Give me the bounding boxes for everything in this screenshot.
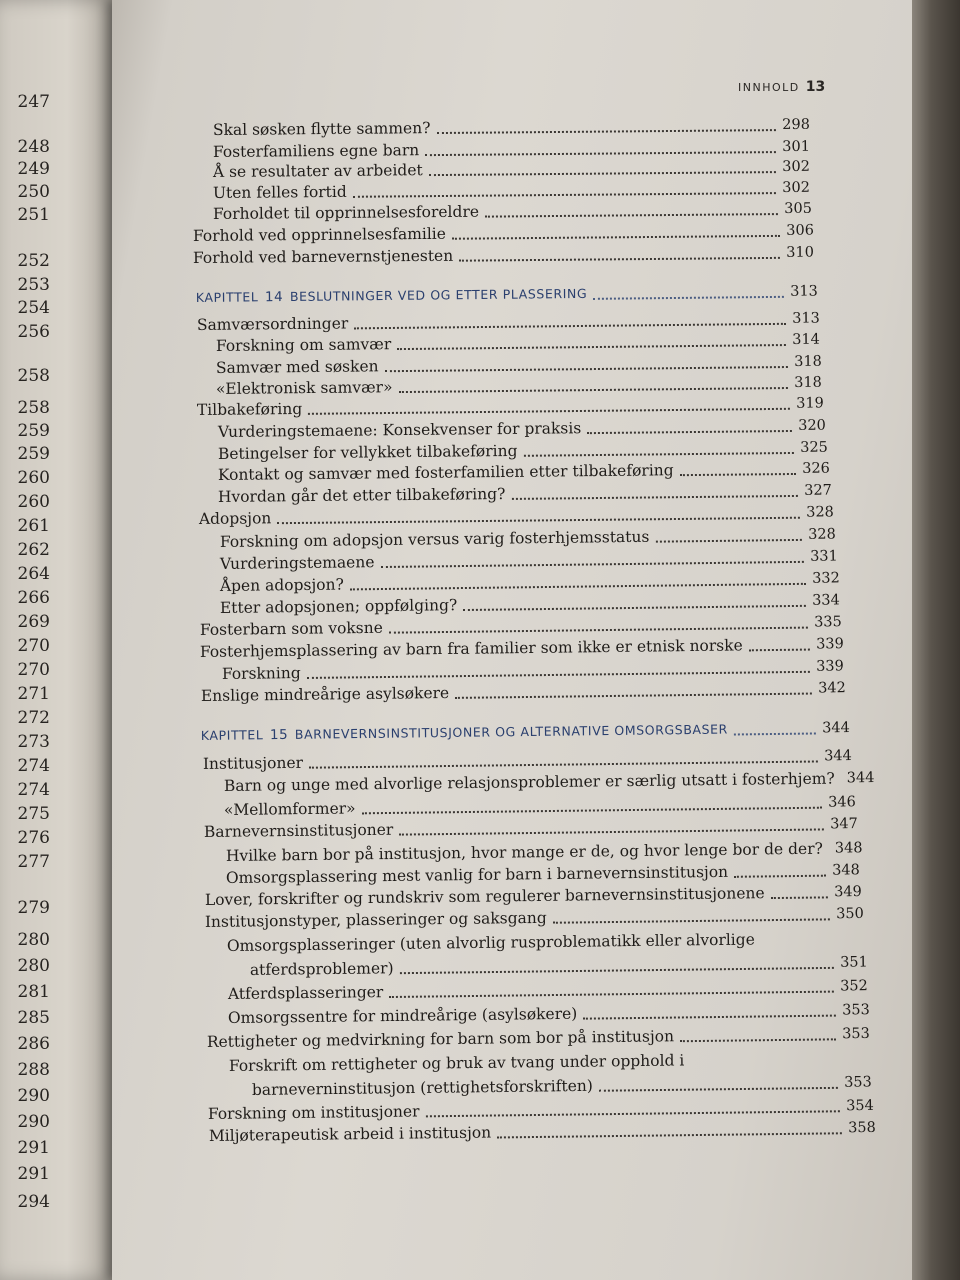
toc-page-number: 298 [782, 116, 810, 134]
left-page-number: 252 [17, 251, 50, 271]
dot-leader [429, 169, 777, 176]
toc-page-number: 314 [792, 331, 820, 348]
toc-page-number: 346 [828, 794, 856, 811]
chapter-number: 15 [269, 726, 289, 744]
toc-page-number: 319 [796, 395, 824, 412]
dot-leader [749, 647, 810, 652]
toc-entry-title: Omsorgssentre for mindreårige (asylsøkere) [227, 1004, 578, 1028]
chapter-title: BESLUTNINGER VED OG ETTER PLASSERING [289, 285, 588, 305]
dot-leader [511, 493, 798, 500]
left-page-number: 279 [17, 898, 50, 918]
toc-page-number: 352 [840, 978, 868, 995]
toc-entry-title: Vurderingstemaene: Konsekvenser for praksis [217, 419, 582, 442]
toc-page-number: 327 [804, 482, 832, 499]
toc-page-number: 313 [792, 310, 820, 327]
toc-page-number: 353 [844, 1074, 872, 1091]
left-page-number: 259 [17, 444, 50, 464]
toc-page-number: 353 [842, 1025, 870, 1043]
toc-entry-title: Institusjonstyper, plasseringer og saksgang [204, 908, 547, 932]
left-page-number: 270 [17, 636, 50, 656]
toc-page-number: 301 [782, 138, 810, 156]
left-page-number: 280 [17, 956, 50, 976]
toc-entry-title: Forskning [221, 664, 301, 684]
chapter-number: 14 [264, 289, 284, 306]
dot-leader [583, 1013, 836, 1020]
toc-page-number: 326 [802, 460, 830, 477]
toc-entry-title: Rettigheter og medvirkning for barn som bor på institusjon [206, 1027, 675, 1052]
dot-leader [463, 603, 806, 611]
dot-leader [587, 428, 792, 434]
left-page-number: 294 [17, 1192, 50, 1212]
toc-page-number: 339 [816, 636, 844, 653]
toc-page-number: 318 [794, 374, 822, 391]
toc-page-number: 335 [814, 614, 842, 631]
left-page-number: 251 [17, 205, 50, 225]
left-page-number: 286 [17, 1034, 50, 1054]
left-page-number: 250 [17, 182, 50, 202]
toc-page-number: 332 [812, 570, 840, 587]
page-edge-shadow [912, 0, 960, 1280]
toc-page-number: 349 [834, 883, 862, 901]
dot-leader [353, 190, 776, 198]
toc-entry-title: «Mellomformer» [223, 799, 356, 820]
toc-page-number: 342 [818, 680, 846, 697]
dot-leader [734, 730, 816, 735]
toc-page-number: 348 [832, 862, 860, 879]
running-head [738, 76, 825, 95]
left-page-number: 256 [17, 322, 50, 342]
left-page-number: 291 [17, 1138, 50, 1158]
left-page-number: 270 [17, 660, 50, 680]
toc-entry-title: Forhold ved barnevernstjenesten [192, 246, 454, 268]
left-page-number: 264 [17, 564, 50, 584]
toc-page-number: 347 [830, 816, 858, 833]
left-page-number: 276 [17, 828, 50, 848]
toc-entry-title: «Elektronisk samvær» [215, 378, 393, 399]
left-page-number: 259 [17, 421, 50, 441]
toc-page-number: 358 [848, 1119, 876, 1137]
left-page-number: 258 [17, 366, 50, 386]
toc-entry-title [196, 284, 588, 308]
left-page-number: 260 [17, 492, 50, 512]
dot-leader [399, 826, 824, 835]
left-page-number: 258 [17, 398, 50, 418]
left-page-number: 247 [17, 92, 50, 112]
toc-entry-title: Å se resultater av arbeidet [212, 161, 423, 182]
dot-leader [426, 1108, 841, 1117]
left-page-number: 269 [17, 612, 50, 632]
toc-entry-title: Fosterfamiliens egne barn [212, 141, 420, 162]
dot-leader [397, 342, 786, 350]
toc-entry-title: Uten felles fortid [212, 182, 347, 203]
toc-page-number: 318 [794, 353, 822, 370]
toc-entry-title: Institusjoner [202, 753, 304, 774]
dot-leader [599, 1085, 838, 1092]
toc-entry-title: Samvær med søsken [215, 357, 379, 378]
dot-leader [277, 515, 800, 524]
dot-leader [308, 406, 790, 415]
toc-page-number: 350 [836, 905, 864, 923]
toc-page-number: 328 [806, 504, 834, 521]
left-page-number: 281 [17, 982, 50, 1002]
dot-leader [497, 1130, 842, 1138]
toc-page-number: 313 [790, 283, 818, 300]
dot-leader [455, 691, 812, 699]
dot-leader [771, 894, 829, 899]
toc-entry-title: Forhold ved opprinnelsesfamilie [192, 224, 446, 246]
toc-page-number: 351 [840, 954, 868, 971]
toc-entry-title: Åpen adopsjon? [219, 575, 344, 596]
left-page-number: 275 [17, 804, 50, 824]
left-page-number: 262 [17, 540, 50, 560]
left-page-number: 273 [17, 732, 50, 752]
toc-entry-title: Omsorgsplasseringer (uten alvorlig rusproblematikk eller alvorlige [226, 930, 755, 956]
toc-page-number: 328 [808, 526, 836, 543]
dot-leader [680, 1036, 836, 1042]
toc-entry-title: Fosterbarn som voksne [199, 618, 383, 640]
toc-entry-title: Samværsordninger [196, 314, 349, 335]
toc-page-number: 302 [782, 158, 810, 176]
dot-leader [523, 450, 794, 457]
toc-page-number: 344 [846, 770, 875, 787]
dot-leader [459, 255, 780, 262]
dot-leader [400, 965, 835, 974]
running-head-label: INNHOLD [738, 81, 800, 94]
toc-entry-title: Fosterhjemsplassering av barn fra familier som ikke er etnisk norske [199, 636, 743, 662]
toc-entry-title: Forholdet til opprinnelsesforeldre [212, 202, 480, 224]
toc-entry-title: Vurderingstemaene [219, 553, 375, 574]
toc-page-number: 344 [824, 748, 852, 765]
left-page-number: 277 [17, 852, 50, 872]
toc-page-number: 354 [846, 1097, 874, 1115]
dot-leader [436, 127, 776, 134]
dot-leader [553, 916, 830, 923]
toc-page-number: 339 [816, 658, 844, 675]
toc-entry-title: Tilbakeføring [196, 399, 303, 420]
left-page-number: 261 [17, 516, 50, 536]
toc-page-number: 348 [834, 840, 863, 857]
dot-leader [389, 625, 808, 634]
toc-entry-title: Etter adopsjonen; oppfølging? [219, 596, 458, 618]
left-page-number: 288 [17, 1060, 50, 1080]
toc-entry-title: barneverninstitusjon (rettighetsforskriften) [251, 1076, 593, 1100]
toc-page-number: 302 [782, 179, 810, 197]
toc-entry-title: Lover, forskrifter og rundskriv som regulerer barnevernsinstitusjonene [204, 884, 765, 910]
dot-leader [655, 537, 802, 543]
toc-page-number: 331 [810, 548, 838, 565]
dot-leader [680, 471, 797, 476]
toc-entry-title: Betingelser for vellykket tilbakeføring [217, 441, 518, 464]
toc-entry-title: Forskning om samvær [215, 335, 392, 356]
toc-entry-title: Hvilke barn bor på institusjon, hvor mange er de, og hvor lenge bor de der? [225, 839, 823, 866]
toc-entry-title: Skal søsken flytte sammen? [212, 119, 431, 140]
left-page-number: 249 [17, 159, 50, 179]
toc-page-number: 320 [798, 417, 826, 434]
toc-page-number: 344 [822, 720, 850, 737]
left-page-number: 248 [17, 137, 50, 157]
toc-entry-title: Omsorgsplassering mest vanlig for barn i barnevernsinstitusjon [225, 862, 729, 888]
toc-page-number: 310 [786, 244, 814, 261]
left-page-number: 280 [17, 930, 50, 950]
left-page-number: 271 [17, 684, 50, 704]
chapter-label: KAPITTEL [200, 727, 264, 744]
left-page-number: 254 [17, 298, 50, 318]
dot-leader [734, 873, 826, 878]
left-page-number: 285 [17, 1008, 50, 1028]
left-page-number: 274 [17, 780, 50, 800]
toc-entry-title: atferdsproblemer) [249, 959, 394, 980]
toc-entry-title: Miljøterapeutisk arbeid i institusjon [208, 1123, 492, 1146]
toc-entry-title: Barnevernsinstitusjoner [203, 820, 394, 842]
toc-page-number: 334 [812, 592, 840, 609]
dot-leader [452, 233, 780, 240]
toc-entry-title: Kontakt og samvær med fosterfamilien etter tilbakeføring [217, 461, 674, 485]
toc-page-number: 353 [842, 1002, 870, 1019]
left-page-number: 266 [17, 588, 50, 608]
left-page-number: 290 [17, 1086, 50, 1106]
dot-leader [485, 211, 778, 218]
left-page-number: 274 [17, 756, 50, 776]
running-head-page-number: 13 [805, 79, 826, 95]
left-page-number: 291 [17, 1164, 50, 1184]
left-page-number: 290 [17, 1112, 50, 1132]
left-page-number: 272 [17, 708, 50, 728]
toc-entry-title: Forskning om institusjoner [207, 1102, 420, 1124]
toc-page-number: 325 [800, 439, 828, 456]
toc-page-number: 306 [786, 222, 814, 239]
toc-entry-title: Enslige mindreårige asylsøkere [200, 683, 450, 706]
dot-leader [593, 294, 784, 300]
toc-entry-title: Atferdsplasseringer [227, 983, 384, 1004]
toc-entry-title: Barn og unge med alvorlige relasjonsproblemer er særlig utsatt i fosterhjem? [223, 769, 835, 796]
left-page-number: 260 [17, 468, 50, 488]
chapter-title: BARNEVERNSINSTITUSJONER OG ALTERNATIVE OMSORGSBASER [294, 721, 729, 742]
toc-entry-title: Forskning om adopsjon versus varig fosterhjemsstatus [219, 527, 650, 552]
chapter-label: KAPITTEL [195, 289, 259, 306]
toc-entry-title: Adopsjon [198, 509, 272, 529]
left-page-number: 253 [17, 275, 50, 295]
toc-entry-title: Forskrift om rettigheter og bruk av tvang under opphold i [228, 1051, 685, 1076]
toc-entry-title: Hvordan går det etter tilbakeføring? [217, 484, 506, 507]
dot-leader [389, 989, 834, 998]
toc-page-number: 305 [784, 200, 812, 218]
